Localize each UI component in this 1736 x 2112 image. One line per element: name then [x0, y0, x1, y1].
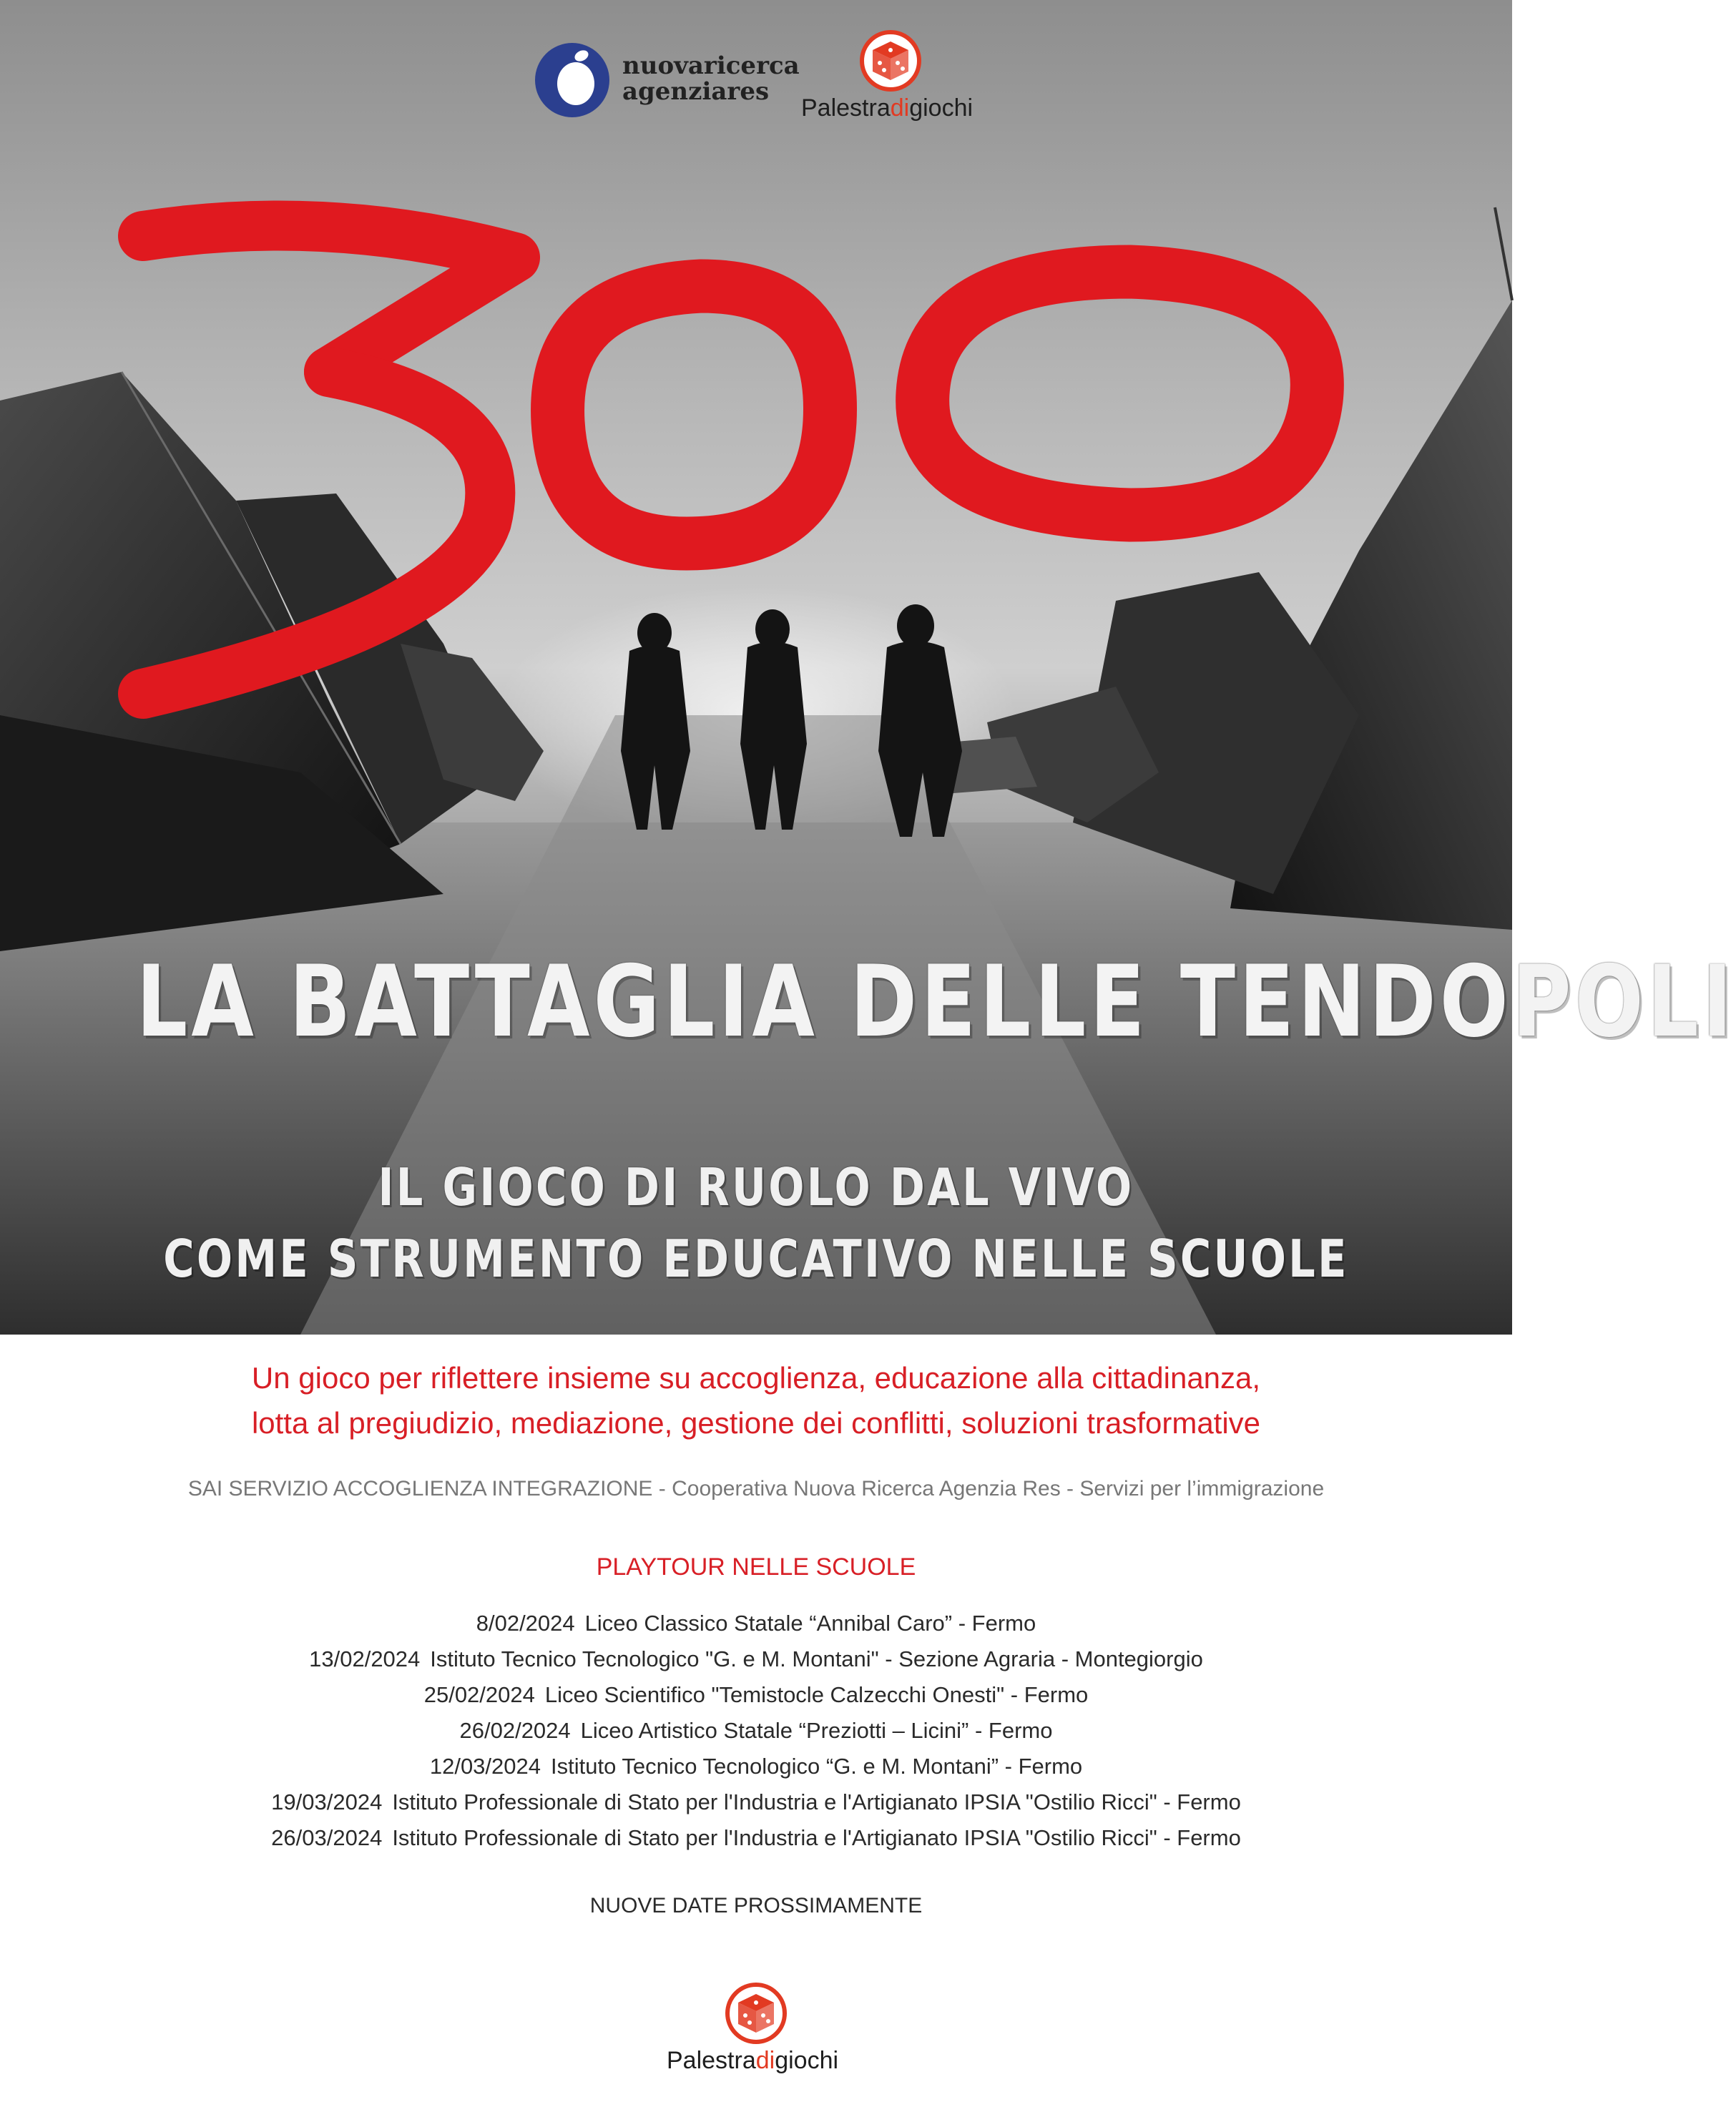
playtour-heading: PLAYTOUR NELLE SCUOLE	[596, 1553, 916, 1581]
main-title: LA BATTAGLIA DELLE TENDOPOLI	[136, 944, 1736, 1059]
event-place: Liceo Artistico Statale “Preziotti – Licini” - Fermo	[580, 1718, 1053, 1743]
event-date: 13/02/2024	[309, 1646, 421, 1671]
event-date: 8/02/2024	[476, 1611, 575, 1636]
tagline-line-1: Un gioco per riflettere insieme su accoglienza, educazione alla cittadinanza,	[251, 1361, 1261, 1395]
palestradigiochi-footer-wordmark: Palestradigiochi	[667, 2047, 839, 2074]
dice-icon	[858, 29, 923, 93]
palestradigiochi-logo	[798, 29, 984, 129]
event-date: 26/02/2024	[459, 1718, 571, 1743]
event-row	[0, 1749, 1512, 1784]
organizers-credit: SAI SERVIZIO ACCOGLIENZA INTEGRAZIONE - Cooperativa Nuova Ricerca Agenzia Res - Servizi per l’immigrazione	[187, 1477, 1325, 1500]
event-row	[0, 1820, 1512, 1856]
big-number-300	[114, 207, 1402, 722]
event-date: 19/03/2024	[271, 1789, 383, 1814]
event-place: Istituto Tecnico Tecnologico “G. e M. Montani” - Fermo	[551, 1754, 1083, 1779]
subtitle-line-2: COME STRUMENTO EDUCATIVO NELLE SCUOLE	[163, 1229, 1349, 1289]
nuovaricerca-line1: nuovaricerca	[622, 51, 800, 80]
palestradigiochi-wordmark: Palestradigiochi	[801, 94, 974, 122]
event-place: Liceo Classico Statale “Annibal Caro” - Fermo	[584, 1611, 1036, 1636]
big-number-text: 300	[114, 207, 116, 208]
coming-soon-note: NUOVE DATE PROSSIMAMENTE	[589, 1894, 923, 1917]
event-list	[0, 1606, 1512, 1856]
event-row	[0, 1641, 1512, 1677]
palestradigiochi-footer-logo	[663, 1981, 849, 2081]
tagline-line-2: lotta al pregiudizio, mediazione, gestione dei conflitti, soluzioni trasformative	[251, 1406, 1261, 1440]
event-place: Istituto Professionale di Stato per l'Industria e l'Artigianato IPSIA "Ostilio Ricci" - Fermo	[392, 1789, 1241, 1814]
event-date: 26/03/2024	[271, 1825, 383, 1850]
event-place: Istituto Professionale di Stato per l'Industria e l'Artigianato IPSIA "Ostilio Ricci" - Fermo	[392, 1825, 1241, 1850]
event-date: 12/03/2024	[429, 1754, 541, 1779]
nuovaricerca-emblem-icon	[533, 37, 619, 123]
event-row	[0, 1606, 1512, 1641]
dice-icon	[724, 1981, 788, 2045]
event-row	[0, 1713, 1512, 1749]
event-place: Liceo Scientifico "Temistocle Calzecchi Onesti" - Fermo	[544, 1682, 1089, 1707]
event-place: Istituto Tecnico Tecnologico "G. e M. Montani" - Sezione Agraria - Montegiorgio	[430, 1646, 1203, 1671]
nuovaricerca-line2: agenziares	[622, 77, 770, 106]
event-date: 25/02/2024	[423, 1682, 535, 1707]
event-row	[0, 1784, 1512, 1820]
logo-bar	[0, 29, 1512, 136]
subtitle-line-1: IL GIOCO DI RUOLO DAL VIVO	[378, 1157, 1134, 1217]
event-row	[0, 1677, 1512, 1713]
nuovaricerca-logo	[533, 37, 800, 123]
nuovaricerca-wordmark	[622, 53, 800, 104]
